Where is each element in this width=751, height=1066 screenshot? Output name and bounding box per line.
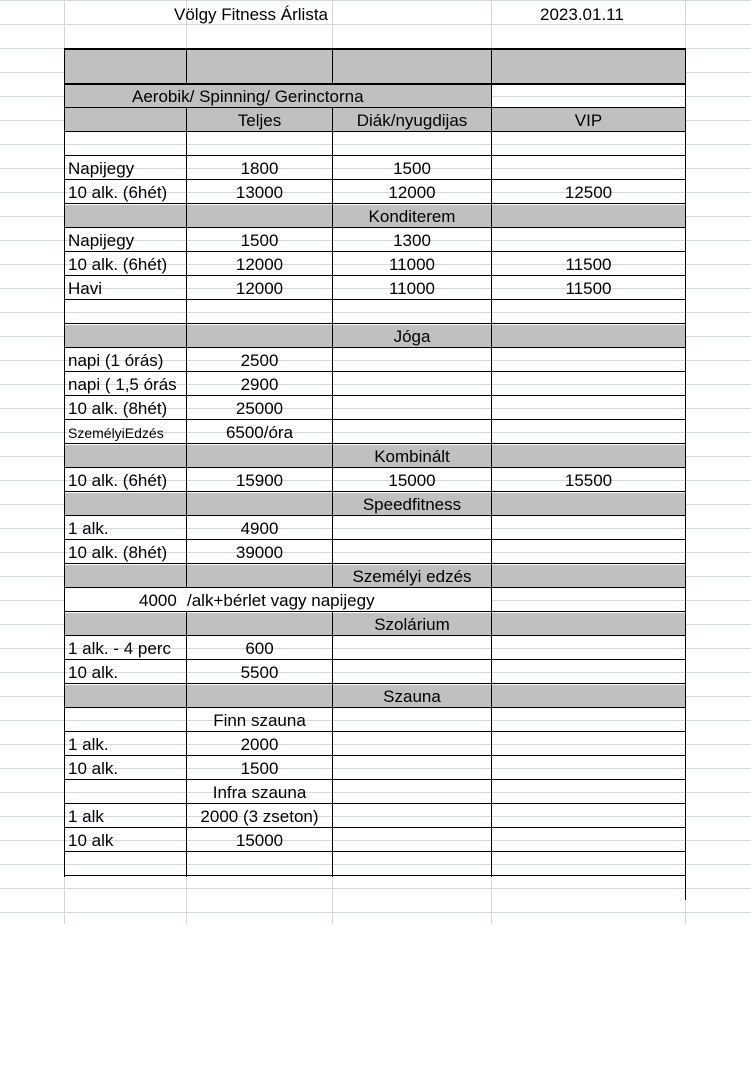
grid-row-line (0, 144, 751, 145)
cell-vip: 11500 (565, 255, 612, 274)
border-col-top (491, 48, 492, 84)
section-title-kombinalt: Kombinált (374, 447, 450, 466)
border-row (64, 779, 686, 780)
cell-teljes: 12000 (235, 279, 284, 298)
border-col-top (332, 48, 333, 84)
border-col (491, 84, 492, 108)
border-row (64, 539, 686, 540)
border-row (64, 731, 686, 732)
cell-diak: 11000 (388, 279, 435, 298)
grid-row-line (0, 744, 751, 745)
row-label: Napijegy (68, 159, 135, 178)
border-row (64, 683, 686, 684)
cell-teljes: 39000 (235, 543, 284, 562)
row-label: 10 alk. (68, 663, 119, 682)
row-label: 10 alk. (8hét) (68, 399, 168, 418)
row-label: 10 alk. (6hét) (68, 255, 168, 274)
row-label: 1 alk (68, 807, 104, 826)
grid-row-line (0, 864, 751, 865)
grid-row-line (0, 0, 751, 1)
cell-teljes: 15000 (235, 831, 284, 850)
cell-teljes: 2500 (240, 351, 279, 370)
cell-teljes: 4900 (240, 519, 279, 538)
section-title-szauna: Szauna (383, 687, 441, 706)
cell-teljes: 6500/óra (225, 423, 294, 442)
cell-teljes: 2000 (3 zseton) (200, 807, 319, 826)
row-label: 10 alk. (6hét) (68, 183, 168, 202)
row-label: 10 alk. (6hét) (68, 471, 168, 490)
grid-row-line (0, 720, 751, 721)
row-label: napi ( 1,5 órás (68, 375, 177, 394)
border-row (64, 323, 686, 324)
cell-teljes: 1500 (240, 231, 279, 250)
row-label: napi (1 órás) (68, 351, 164, 370)
row-label: Havi (68, 279, 103, 298)
row-label: 10 alk. (68, 759, 119, 778)
grid-row-line (0, 816, 751, 817)
subsection-title-finn: Finn szauna (213, 711, 306, 730)
sheet-title: Völgy Fitness Árlista (174, 5, 328, 24)
cell-teljes: 12000 (235, 255, 284, 274)
row-label: Napijegy (68, 231, 135, 250)
column-header-teljes: Teljes (237, 111, 282, 130)
row-label: 1 alk. - 4 perc (68, 639, 171, 658)
cell-teljes: 13000 (235, 183, 284, 202)
border-row (64, 875, 686, 876)
section-title-szolarium: Szolárium (374, 615, 450, 634)
personal-training-note: /alk+bérlet vagy napijegy (187, 591, 375, 610)
row-label: 10 alk. (8hét) (68, 543, 168, 562)
cell-teljes: 5500 (240, 663, 279, 682)
border-row (64, 755, 686, 756)
subsection-title-infra: Infra szauna (212, 783, 307, 802)
section-title-aerobik: Aerobik/ Spinning/ Gerinctorna (132, 87, 364, 106)
row-label: 1 alk. (68, 735, 109, 754)
row-label: SzemélyiEdzés (68, 425, 164, 441)
border-left (64, 48, 65, 877)
cell-diak: 12000 (388, 183, 436, 202)
cell-teljes: 25000 (235, 399, 284, 418)
cell-teljes: 15900 (235, 471, 284, 490)
cell-teljes: 1500 (240, 759, 279, 778)
section-title-speedfitness: Speedfitness (362, 495, 462, 514)
border-row (64, 803, 686, 804)
cell-teljes: 1800 (240, 159, 279, 178)
border-col-top (186, 48, 187, 84)
grid-row-line (0, 792, 751, 793)
cell-teljes: 600 (245, 639, 274, 658)
personal-training-price: 4000 (139, 591, 177, 610)
cell-vip: 15500 (564, 471, 613, 490)
column-header-vip: VIP (574, 111, 603, 130)
cell-diak: 11000 (388, 255, 435, 274)
band-header (65, 49, 685, 84)
section-title-joga: Jóga (393, 327, 431, 346)
grid-row-line (0, 312, 751, 313)
section-title-szemelyi: Személyi edzés (352, 567, 472, 586)
grid-row-line (0, 888, 751, 889)
border-row (64, 827, 686, 828)
cell-diak: 15000 (388, 471, 436, 490)
cell-diak: 1300 (393, 231, 431, 250)
cell-vip: 12500 (564, 183, 613, 202)
section-title-konditerem: Konditerem (368, 207, 456, 226)
grid-row-line (0, 912, 751, 913)
border-row (64, 155, 686, 156)
cell-teljes: 2000 (240, 735, 279, 754)
grid-row-line (0, 528, 751, 529)
cell-teljes: 2900 (240, 375, 279, 394)
row-label: 10 alk (68, 831, 114, 850)
row-label: 1 alk. (68, 519, 109, 538)
grid-row-line (0, 24, 751, 25)
sheet-date: 2023.01.11 (540, 5, 624, 24)
column-header-diak: Diák/nyugdijas (356, 111, 468, 130)
cell-vip: 11500 (565, 279, 612, 298)
border-top (64, 48, 686, 50)
border-row (64, 851, 686, 852)
cell-diak: 1500 (393, 159, 431, 178)
border-right (685, 48, 686, 900)
